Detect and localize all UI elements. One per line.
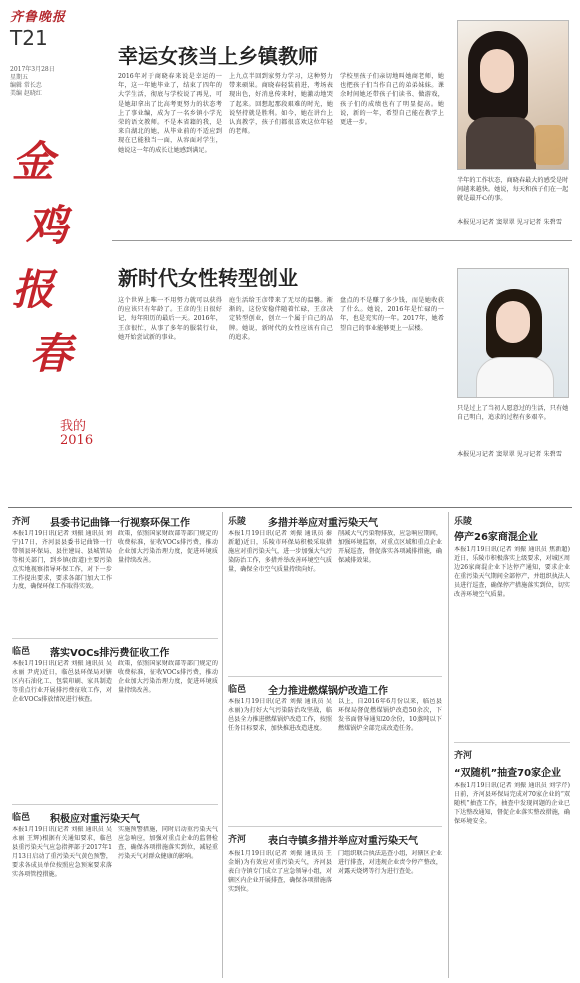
section-subtitle: 我的2016 (60, 419, 94, 448)
divider (228, 826, 442, 827)
section-title-char: 鸡 (26, 201, 69, 250)
article1-col2: 上九点半回到家努力学习，这种努力带来硕果。商晓春轻装前进，考场表现出色，好消息传来时，她激动地哭了起来。回想起那段艰难的时光，她说坚持就是胜利。如今，她在讲台上认真教学，孩子们都很喜欢这位年轻的老师。 (229, 73, 333, 136)
date: 2017年3月28日 (10, 66, 55, 73)
masthead-logo: 齐鲁晚报 (10, 10, 67, 25)
news-body: 本报1月19日讯(记者 刘振 通讯员 刘宁)17日，齐河县县委书记曲锋一行带领县环保局、县住建局、县城管局等相关部门，到乡镇(街道)主要污染点实地视察指导环保工作，对下一步工作提出要求，要求各部门加大工作力度，确保环保工作取得实效。 (12, 530, 112, 591)
area-label: 乐陵 (228, 517, 247, 527)
area-label: 齐河 (228, 835, 247, 845)
article2-caption: 只是过上了当初人愿意过的生活，只有她自己明白，追求的过程有多艰辛。 (457, 405, 569, 422)
news-body: 实施预警措施，同时启动重污染天气应急响应，加强对重点企业的监督检查，确保各项措施落实到位，减轻重污染天气对群众健康的影响。 (118, 826, 218, 860)
news-body: 本报1月19日讯(记者 刘振 通讯员 王金娟)为有效应对重污染天气，齐河县表白寺镇专门成立了应急领导小组，对辖区内企业开展排查，确保各项措施落实到位。 (228, 850, 332, 893)
news-headline: “双随机”抽查70家企业 (454, 768, 562, 779)
area-label: 临邑 (228, 685, 247, 695)
design: 美编 赵晓红 (10, 90, 42, 97)
news-body: 本报1月19日讯(记者 刘振 通讯员 吴永丽)为打好大气污染防治攻坚战，临邑县全力推进燃煤锅炉改造工作，按照任务目标要求，加快推进改造进度。 (228, 698, 332, 732)
article1-caption: 半年的工作状态，商晓春最大的感受是时间越来越快。她说，每天和孩子们在一起就是最开心的事。 (457, 177, 569, 203)
article1-photo (457, 20, 569, 170)
column-divider (448, 512, 449, 978)
article1-reporter: 本报见习记者 窦翠翠 见习记者 朱碧雪 (457, 219, 562, 226)
news-headline: 停产26家商混企业 (454, 532, 538, 543)
news-headline: 全力推进燃煤锅炉改造工作 (268, 686, 388, 697)
article2-col1: 这个世界上唯一不用努力就可以获得的应该只有年龄了。王彦的生日很好记，每年阳历的最后一天。2016年，王彦很忙，从事了多年的服装行业，她开始尝试新的事业。 (118, 297, 222, 341)
news-headline: 表白寺镇多措并举应对重污染天气 (268, 836, 418, 847)
area-label: 临邑 (12, 813, 31, 823)
news-body: 门组织联合执法巡查小组，对辖区企业进行排查，对违规企业责令停产整改，对露天烧烤等行为进行查处。 (338, 850, 442, 875)
area-label: 齐河 (12, 517, 31, 527)
area-label: 乐陵 (454, 517, 473, 527)
news-headline: 积极应对重污染天气 (50, 814, 140, 825)
news-body: 政策，依照国家财政部等部门规定的收费标准，征收VOCs排污费，推动企业加大污染治理力度，促进环境质量持续改善。 (118, 530, 218, 564)
masthead-meta (10, 66, 70, 98)
news-headline: 多措并举应对重污染天气 (268, 518, 378, 529)
editor: 编辑 常长忠 (10, 82, 42, 89)
section-title-char: 金 (12, 137, 55, 186)
news-body: 本报1月19日讯(记者 刘振 通讯员 刘学芹)日前，齐河县环保局完成对70家企业的“双随机”抽查工作，抽查中发现问题的企业已下达整改通知，督促企业落实整改措施，确保环境安全。 (454, 782, 570, 825)
article2-reporter: 本报见习记者 窦翠翠 见习记者 朱碧雪 (457, 451, 562, 458)
area-label: 临邑 (12, 647, 31, 657)
article1-col1: 2016年对于商晓春来说是幸运的一年，这一年她毕业了，结束了四年的大学生活，彻底与学校说了再见，可是她却拿出了比高考更努力的状态考上了事业编，成为了一名乡镇小学光荣的语文教师。不是本省籍的我，是来自湖北的她，从毕业前的不适应到现在已能独当一面，从容面对学生，她说这一年的成长让她感到满足。 (118, 73, 222, 154)
divider (12, 804, 218, 805)
news-headline: 落实VOCs排污费征收工作 (50, 648, 170, 659)
news-body: 本报1月19日讯(记者 刘振 通讯员 秦新超)近日，乐陵市环保局积极采取措施应对重污染天气，进一步加强大气污染防治工作，多措并举改善环境空气质量，确保全市空气质量持续向好。 (228, 530, 332, 573)
column-divider (222, 512, 223, 978)
section-title-char: 报 (12, 265, 55, 314)
news-body: 本报1月19日讯(记者 刘振 通讯员 吴永丽 尹虎)近日，临邑县环保局对辖区内石油化工、包装印刷、家具制造等重点行业开展排污费征收工作，对企业VOCs排放情况进行核查。 (12, 660, 112, 703)
page-number: T21 (10, 26, 48, 50)
article2-col3: 盘点的不是赚了多少钱，而是她收获了什么。她说，2016年是忙碌的一年，也是充实的一年。2017年，她希望自己的事业能够更上一层楼。 (340, 297, 444, 332)
divider (12, 638, 218, 639)
weekday: 星期五 (10, 74, 29, 81)
article1-headline: 幸运女孩当上乡镇教师 (118, 44, 318, 68)
divider (8, 507, 572, 508)
news-body: 本报1月19日讯(记者 刘振 通讯员 吴永丽 王辉)根据有关通知要求，临邑县重污染天气应急指挥部于2017年1月13日启动了重污染天气黄色预警，要求各成员单位按照应急预案要求落实各项管控措施。 (12, 826, 112, 878)
divider (112, 240, 572, 241)
area-label: 齐河 (454, 751, 473, 761)
divider (228, 676, 442, 677)
article2-col2: 庭生活给王彦带来了无尽的温馨。渐渐的，这份安稳伴随着忙碌，王彦决定转型创业，创立一个属于自己的品牌。她说，新时代的女性应该有自己的追求。 (229, 297, 333, 341)
article2-headline: 新时代女性转型创业 (118, 266, 298, 290)
news-body: 以上，自2016年6月份以来，临邑县环保局督促燃煤锅炉改造50余次，下发书面督导通知20余份，10蒸吨以下燃煤锅炉全部完成改造任务。 (338, 698, 442, 732)
article1-col3: 学校里孩子们亲切地叫她商老师，她也把孩子们当作自己的弟弟妹妹。课余时间她还带孩子们读书、做游戏，孩子们的成绩也有了明显提高。她说，新的一年，希望自己能在教学上更进一步。 (340, 73, 444, 127)
news-body: 政策，依照国家财政部等部门规定的收费标准，征收VOCs排污费，推动企业加大污染治理力度，促进环境质量持续改善。 (118, 660, 218, 694)
news-headline: 县委书记曲锋一行视察环保工作 (50, 518, 190, 529)
section-title-char: 春 (30, 329, 73, 378)
news-body: 本报1月19日讯(记者 刘振 通讯员 焦新超)近日，乐陵市积极落实上级要求，对城区周边26家商混企业下达停产通知，要求企业在重污染天气期间全部停产，并组织执法人员进行巡查，确保停产措施落实到位，切实改善环境空气质量。 (454, 546, 570, 598)
article2-photo (457, 268, 569, 398)
divider (454, 742, 570, 743)
section-title (12, 130, 82, 386)
news-body: 削减大气污染物排放，应急响应期间，加强环境监察，对重点区域和重点企业开展巡查，督促落实各项减排措施，确保减排效果。 (338, 530, 442, 564)
